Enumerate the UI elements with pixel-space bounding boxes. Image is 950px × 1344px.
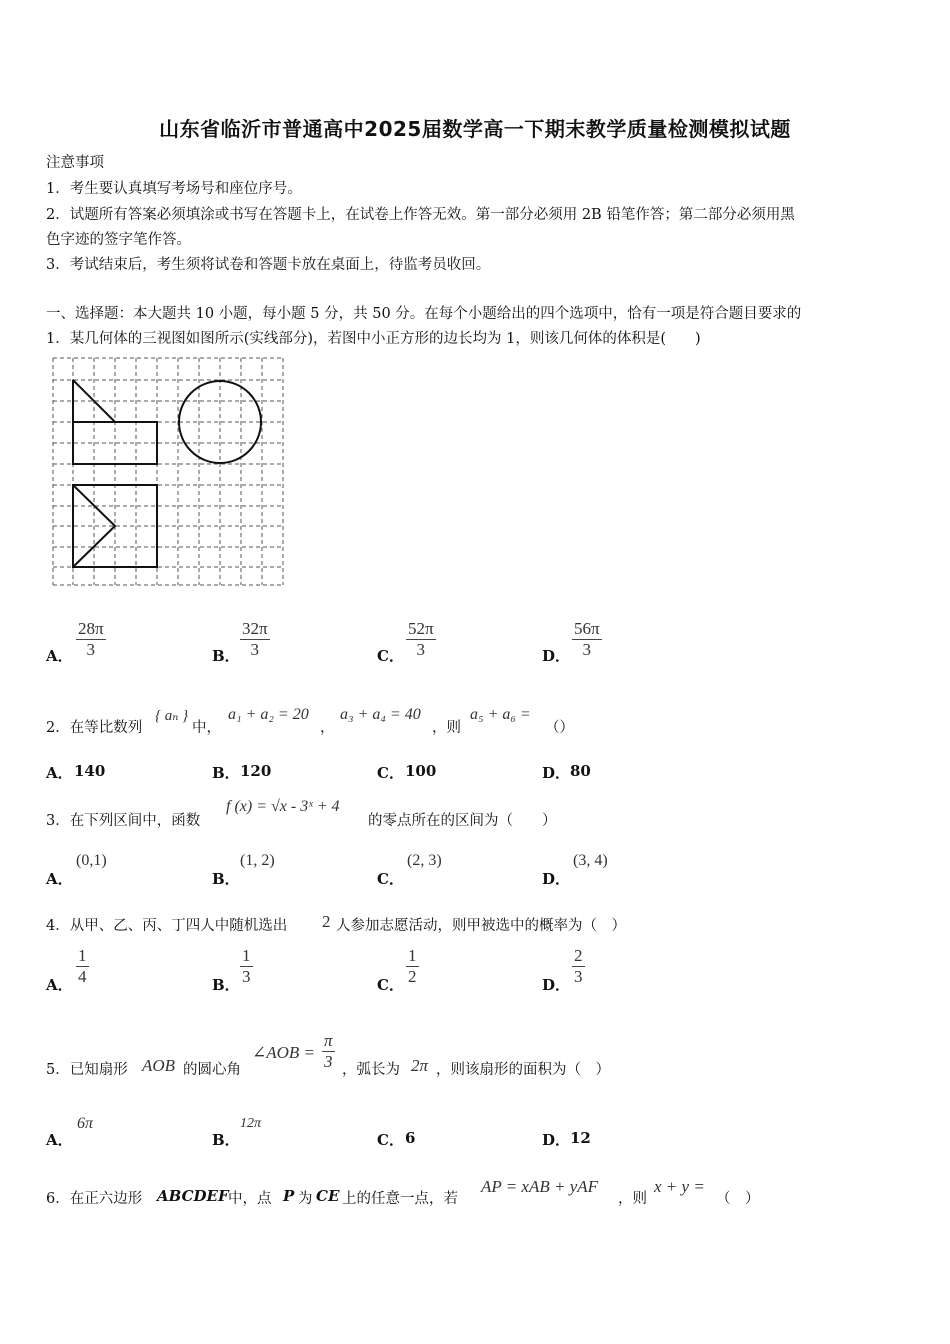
q5-angle: ∠AOB = [252, 1043, 316, 1062]
q4-prefix: 4．从甲、乙、丙、丁四人中随机选出 [46, 918, 288, 934]
q6-ask: x + y = [654, 1177, 705, 1196]
q1-option-d-fraction: 56π 3 [574, 619, 600, 659]
q1-option-c-fraction: 52π 3 [408, 619, 434, 659]
q3-option-d-value: (3, 4) [573, 852, 608, 869]
q2-option-d-label: D． [542, 764, 571, 782]
q2-option-a-label: A． [46, 764, 73, 782]
q2-ask: a₅ + a₆ = [470, 706, 531, 723]
q3-option-a-value: (0,1) [76, 852, 107, 869]
q4-option-d-label: D． [542, 976, 571, 994]
q2-sequence: { aₙ } [155, 708, 189, 724]
q5-option-b-label: B． [212, 1131, 240, 1149]
q1-stem: 1．某几何体的三视图如图所示(实线部分)，若图中小正方形的边长均为 1，则该几何体的体积是( ) [46, 331, 701, 347]
q2-option-d-value: 80 [570, 762, 591, 780]
three-view-figure [50, 355, 290, 590]
q2-option-a-value: 140 [74, 762, 106, 780]
q4-option-a-fraction: 1 4 [78, 946, 87, 986]
q6-tail: （ ） [716, 1191, 760, 1207]
q6-hexagon: ABCDEF [157, 1187, 229, 1205]
q5-option-b-value: 12π [240, 1116, 262, 1131]
notice-item-1: 1．考生要认真填写考场号和座位序号。 [46, 181, 302, 197]
q4-option-d-fraction: 2 3 [574, 946, 583, 986]
q5-mid2: ，弧长为 [342, 1062, 400, 1078]
q2-eq2: a₃ + a₄ = 40 [340, 706, 421, 723]
q3-option-b-value: (1, 2) [240, 852, 275, 869]
q5-option-a-value: 6π [77, 1115, 94, 1132]
q6-mid3: 上的任意一点，若 [342, 1191, 458, 1207]
q5-sector: AOB [142, 1056, 176, 1075]
q5-option-c-label: C． [377, 1131, 404, 1149]
q6-equation: AP = xAB + yAF [481, 1177, 599, 1196]
q5-option-c-value: 6 [405, 1129, 416, 1147]
q2-then: ，则 [432, 720, 461, 736]
q4-option-a-label: A． [46, 976, 73, 994]
q3-function: f (x) = √x - 3ˣ + 4 [226, 798, 340, 815]
q6-segment-ce: CE [316, 1187, 340, 1205]
q5-angle-fraction: π 3 [324, 1031, 333, 1071]
q2-option-c-label: C． [377, 764, 404, 782]
q1-option-a-label: A． [46, 647, 73, 665]
q3-tail: 的零点所在的区间为（ ） [368, 813, 557, 829]
q3-option-c-label: C． [377, 870, 404, 888]
q4-option-b-label: B． [212, 976, 240, 994]
q5-option-a-label: A． [46, 1131, 73, 1149]
q4-tail: 人参加志愿活动，则甲被选中的概率为（ ） [336, 918, 626, 934]
q1-option-b-label: B． [212, 647, 240, 665]
q5-arc: 2π [411, 1056, 429, 1075]
notice-item-2: 2．试题所有答案必须填涂或书写在答题卡上，在试卷上作答无效。第一部分必须用 2B 铅笔作答；第二部分必须用黑 [46, 207, 795, 223]
q3-prefix: 3．在下列区间中，函数 [46, 813, 201, 829]
notice-heading: 注意事项 [46, 155, 104, 171]
q6-point-p: P [283, 1187, 295, 1205]
q3-option-a-label: A． [46, 870, 73, 888]
section-heading: 一、选择题：本大题共 10 小题，每小题 5 分，共 50 分。在每个小题给出的四个选项中，恰有一项是符合题目要求的 [46, 306, 802, 322]
q1-option-d-label: D． [542, 647, 571, 665]
q5-option-d-value: 12 [570, 1129, 591, 1147]
q2-option-b-value: 120 [240, 762, 272, 780]
q2-option-b-label: B． [212, 764, 240, 782]
q2-sep: ， [320, 720, 335, 736]
q6-then: ，则 [618, 1191, 647, 1207]
q6-mid2: 为 [298, 1191, 313, 1207]
q5-prefix: 5．已知扇形 [46, 1062, 128, 1078]
q5-mid: 的圆心角 [183, 1062, 241, 1078]
q6-mid: 中，点 [228, 1191, 272, 1207]
q1-option-b-fraction: 32π 3 [242, 619, 268, 659]
q2-prefix: 2．在等比数列 [46, 720, 143, 736]
q3-option-d-label: D． [542, 870, 571, 888]
q6-prefix: 6．在正六边形 [46, 1191, 143, 1207]
q3-option-c-value: (2, 3) [407, 852, 442, 869]
q2-option-c-value: 100 [405, 762, 437, 780]
page-title: 山东省临沂市普通高中2025届数学高一下期末教学质量检测模拟试题 [159, 117, 791, 141]
q1-option-c-label: C． [377, 647, 404, 665]
notice-item-3: 3．考试结束后，考生须将试卷和答题卡放在桌面上，待监考员收回。 [46, 257, 491, 273]
q2-eq1: a₁ + a₂ = 20 [228, 706, 309, 723]
q5-option-d-label: D． [542, 1131, 571, 1149]
q4-option-b-fraction: 1 3 [242, 946, 251, 986]
q4-option-c-fraction: 1 2 [408, 946, 417, 986]
q4-count: 2 [322, 912, 331, 931]
q5-tail: ，则该扇形的面积为（ ） [436, 1062, 610, 1078]
q2-mid: 中， [192, 720, 221, 736]
q1-option-a-fraction: 28π 3 [78, 619, 104, 659]
q3-option-b-label: B． [212, 870, 240, 888]
q2-tail: （） [545, 720, 574, 736]
notice-item-2-cont: 色字迹的签字笔作答。 [46, 232, 191, 248]
q4-option-c-label: C． [377, 976, 404, 994]
